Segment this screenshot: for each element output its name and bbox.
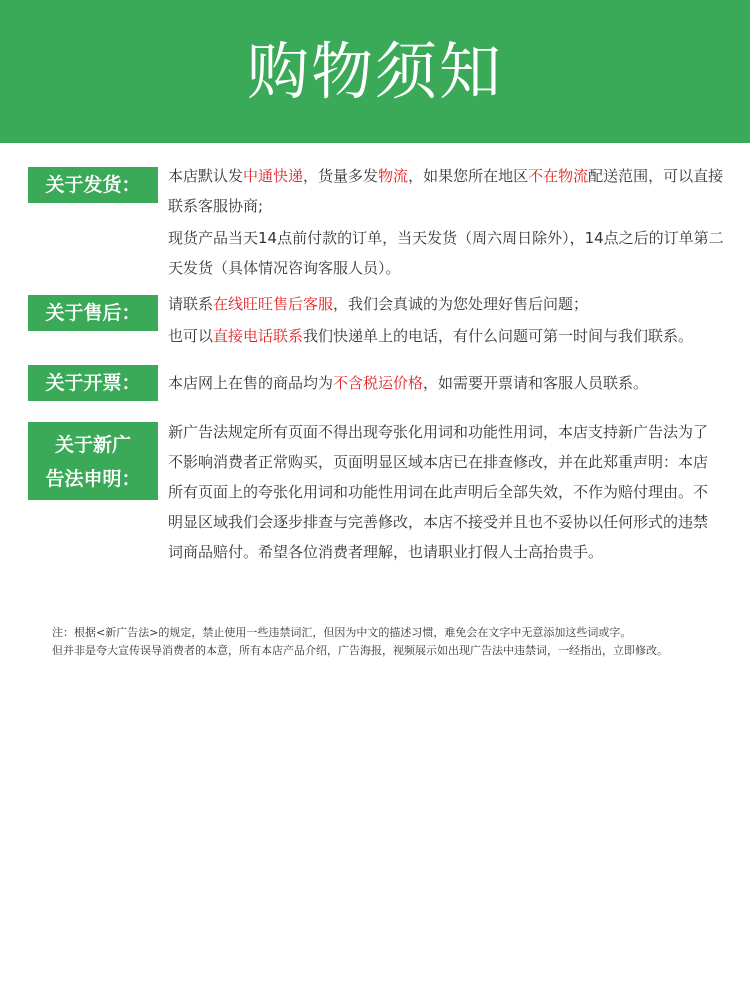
adlaw-label-line-2: 告法申明： — [45, 468, 141, 490]
adlaw-label — [28, 422, 158, 500]
no-logistics-highlight: 不在物流 — [528, 167, 589, 185]
text-segment: ，如需要开票请和客服人员联系。 — [423, 374, 649, 392]
shipping-paragraph-2: 现货产品当天14点前付款的订单，当天发货（周六周日除外），14点之后的订单第二天发货（具体情况咨询客服人员）。 — [168, 229, 724, 277]
invoice-label: 关于开票： — [28, 365, 158, 401]
text-segment: ，货量多发 — [303, 167, 379, 185]
text-segment: ，我们会真诚的为您处理好售后问题； — [333, 295, 589, 313]
wangwang-highlight: 在线旺旺售后客服 — [213, 295, 334, 313]
adlaw-content — [168, 417, 716, 567]
phone-highlight: 直接电话联系 — [213, 327, 304, 345]
text-segment: 也可以 — [168, 327, 214, 345]
text-segment: ，如果您所在地区 — [408, 167, 529, 185]
text-segment: 我们快递单上的电话，有什么问题可第一时间与我们联系。 — [303, 327, 694, 345]
page-title: 购物须知 — [246, 35, 503, 108]
tax-highlight: 不含税运价格 — [333, 374, 424, 392]
text-segment: 本店默认发 — [168, 167, 244, 185]
shipping-paragraph-1 — [168, 161, 728, 221]
text-segment: 配送范围，可以直接联系客服协商; — [168, 167, 724, 215]
text-segment: 本店网上在售的商品均为 — [168, 374, 334, 392]
express-highlight: 中通快递 — [243, 167, 304, 185]
footnote-line-1: 注：根据<新广告法>的规定，禁止使用一些违禁词汇，但因为中文的描述习惯，难免会在文字中无意添加这些词或字。 — [52, 626, 632, 639]
adlaw-label-line-1: 关于新广 — [54, 434, 131, 456]
footnote — [52, 624, 742, 660]
aftersale-paragraph-2 — [168, 321, 728, 351]
shipping-content — [168, 161, 728, 283]
text-segment: 请联系 — [168, 295, 214, 313]
invoice-content — [168, 368, 728, 398]
aftersale-label: 关于售后： — [28, 295, 158, 331]
aftersale-paragraph-1 — [168, 289, 728, 319]
adlaw-paragraph: 新广告法规定所有页面不得出现夸张化用词和功能性用词，本店支持新广告法为了不影响消费者正常购买，页面明显区域本店已在排查修改，并在此郑重声明：本店所有页面上的夸张化用词和功能性用词在此声明后全部失效，不作为赔付理由。不明显区域我们会逐步排查与完善修改，本店不接受并且也不妥协以任何形式的违禁词商品赔付。希望各位消费者理解，也请职业打假人士高抬贵手。 — [168, 423, 709, 561]
logistics-highlight: 物流 — [378, 167, 409, 185]
shipping-label: 关于发货： — [28, 167, 158, 203]
header-banner — [0, 0, 750, 143]
aftersale-content — [168, 289, 728, 351]
invoice-paragraph — [168, 368, 728, 398]
footnote-line-2: 但并非是夸大宣传误导消费者的本意，所有本店产品介绍，广告海报，视频展示如出现广告法中违禁词，一经指出，立即修改。 — [52, 644, 668, 657]
